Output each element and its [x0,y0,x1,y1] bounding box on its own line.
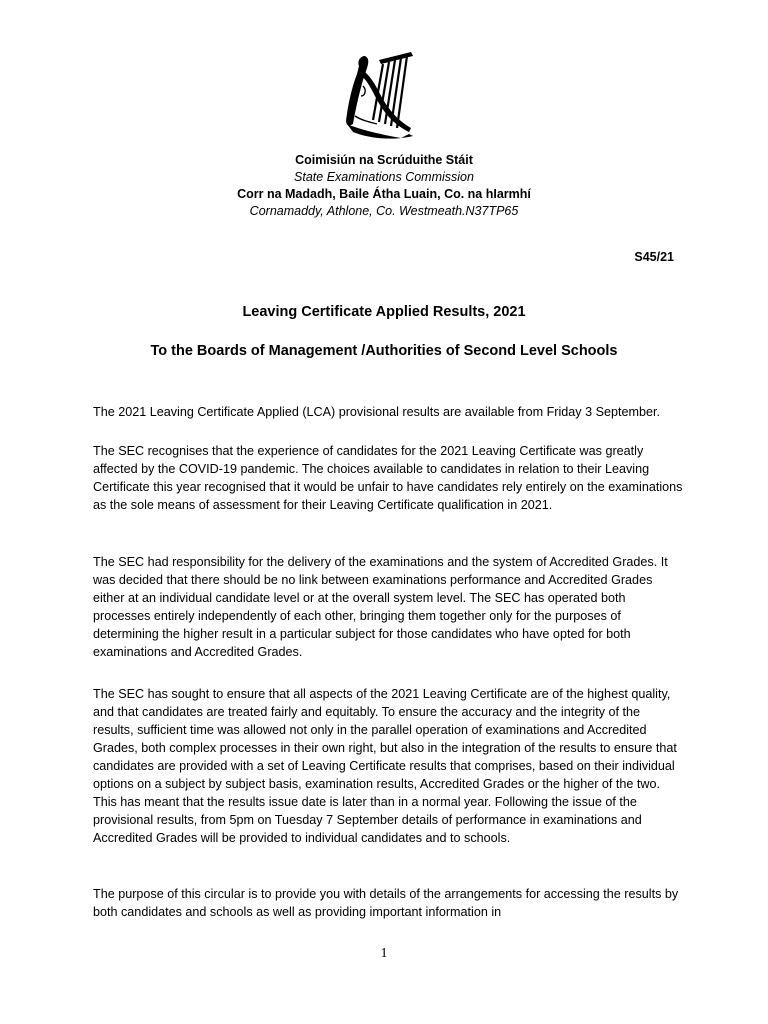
paragraph: The 2021 Leaving Certificate Applied (LCA) provisional results are available from Friday 3 September. [93,405,661,419]
org-name-english: State Examinations Commission [294,170,474,184]
paragraph: The SEC had responsibility for the delivery of the examinations and the system of Accredited Grades. It was decided that there should be no link between examinations performance and Accredited Grades either at an individual candidate level or at the overall system level. The SEC has operated both processes entirely independently of each other, bringing them together only for the purposes of determining the higher result in a particular subject for those candidates who have opted for both examinations and Accredited Grades. [93,555,668,659]
address-english: Cornamaddy, Athlone, Co. Westmeath.N37TP65 [249,204,519,218]
harp-icon [343,50,425,146]
document-subtitle: To the Boards of Management /Authorities of Second Level Schools [150,343,618,359]
document-title: Leaving Certificate Applied Results, 2021 [242,304,526,320]
org-name-irish: Coimisiún na Scrúduithe Stáit [295,153,473,167]
page-number: 1 [380,946,388,961]
paragraph: The purpose of this circular is to provide you with details of the arrangements for accessing the results by both candidates and schools as well as providing important information in [93,887,679,919]
paragraph: The SEC has sought to ensure that all aspects of the 2021 Leaving Certificate are of the highest quality, and that candidates are treated fairly and equitably. To ensure the accuracy and the integrity of the results, sufficient time was allowed not only in the parallel operation of examinations and Accredited Grades, both complex processes in their own right, but also in the integration of the results to ensure that candidates are provided with a set of Leaving Certificate results that comprises, based on their individual options on a subject by subject basis, examination results, Accredited Grades or the higher of the two. This has meant that the results issue date is later than in a normal year. Following the issue of the provisional results, from 5pm on Tuesday 7 September details of performance in examinations and Accredited Grades will be provided to individual candidates and to schools. [93,687,677,845]
circular-reference: S45/21 [634,250,674,264]
address-irish: Corr na Madadh, Baile Átha Luain, Co. na hIarmhí [237,187,531,201]
letterhead [0,152,768,220]
paragraph: The SEC recognises that the experience of candidates for the 2021 Leaving Certificate was greatly affected by the COVID-19 pandemic. The choices available to candidates in relation to their Leaving Certificate this year recognised that it would be unfair to have candidates rely entirely on the examinations as the sole means of assessment for their Leaving Certificate qualification in 2021. [93,444,683,512]
